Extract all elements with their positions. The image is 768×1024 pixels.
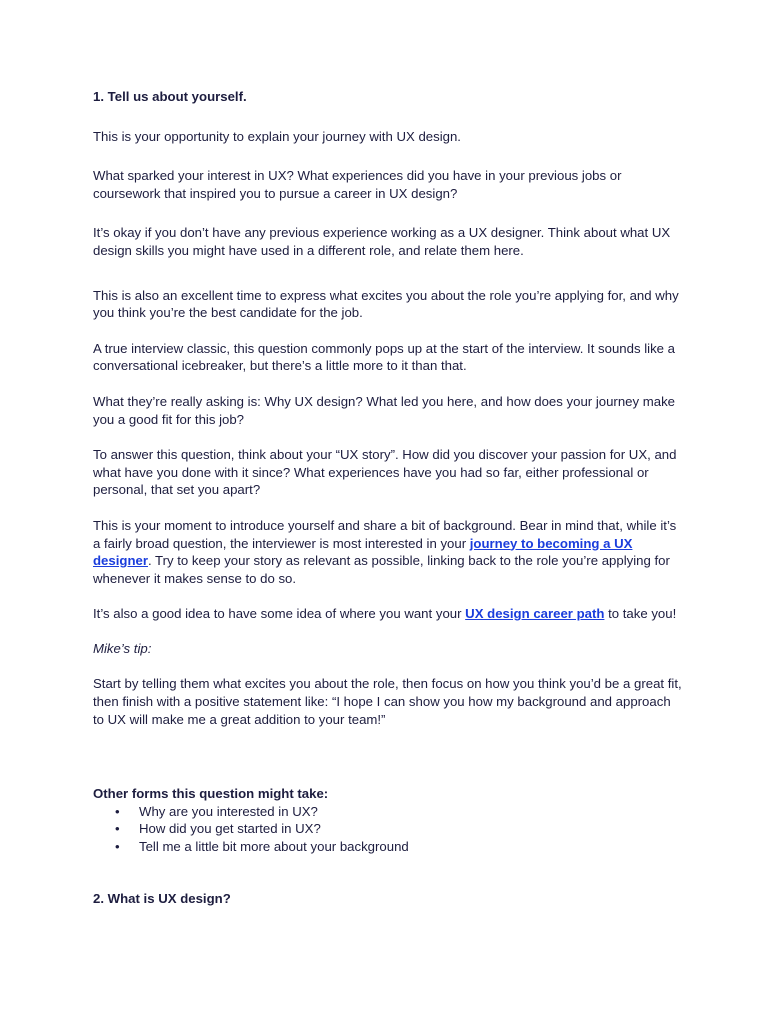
bullet-icon: • (115, 803, 120, 819)
paragraph-introduce-text-2: . Try to keep your story as relevant as possible, linking back to the role you’re applying for whenever it makes sense to do so. (93, 553, 670, 586)
journey-link[interactable]: journey to becoming a UX designer (93, 535, 633, 569)
question-2-heading: 2. What is UX design? (93, 890, 231, 906)
paragraph-sparked-interest: What sparked your interest in UX? What experiences did you have in your previous jobs or coursework that inspired you to pursue a career in UX design? (93, 168, 622, 201)
paragraph-excites: This is also an excellent time to express what excites you about the role you’re applying for, and why you think you’re the best candidate for the job. (93, 287, 679, 321)
paragraph-really-asking: What they’re really asking is: Why UX design? What led you here, and how does your journey make you a good fit for this job? (93, 393, 676, 427)
list-item: • Tell me a little bit more about your background (115, 839, 409, 855)
paragraph-ux-story: To answer this question, think about your “UX story”. How did you discover your passion for UX, and what have you done with it since? What experiences have you had so far, either professional or personal, that set you apart? (93, 447, 677, 498)
paragraph-introduce-text-1: This is your moment to introduce yourself and share a bit of background. Bear in mind that, while it’s a fairly broad question, the interviewer is most interested in your (93, 517, 677, 551)
list-item: • Why are you interested in UX? (115, 803, 318, 819)
bullet-icon: • (115, 839, 120, 855)
bullet-icon: • (115, 821, 120, 837)
other-forms-list (93, 803, 683, 856)
other-forms-heading: Other forms this question might take: (93, 786, 329, 802)
paragraph-no-experience: It’s okay if you don’t have any previous experience working as a UX designer. Think about what UX design skills you might have used in a different role, and relate them here. (93, 225, 671, 258)
paragraph-introduce-yourself (93, 517, 683, 587)
tip-label: Mike’s tip: (93, 640, 152, 656)
list-item: • How did you get started in UX? (115, 821, 321, 837)
paragraph-career-text-1: It’s also a good idea to have some idea of where you want your (93, 606, 466, 622)
paragraph-career-path (93, 605, 683, 623)
career-path-link[interactable]: UX design career path (465, 606, 605, 622)
tip-text: Start by telling them what excites you about the role, then focus on how you think you’d be a great fit, then finish with a positive statement like: “I hope I can show you how my background and approach to UX will make me a great addition to your team!” (93, 676, 682, 727)
paragraph-interview-classic: A true interview classic, this question commonly pops up at the start of the interview. It sounds like a conversational icebreaker, but there’s a little more to it than that. (93, 340, 676, 374)
document-page (93, 88, 683, 907)
paragraph-career-text-2: to take you! (604, 606, 677, 622)
question-1-heading: 1. Tell us about yourself. (93, 89, 247, 104)
paragraph-opportunity: This is your opportunity to explain your journey with UX design. (93, 128, 461, 144)
